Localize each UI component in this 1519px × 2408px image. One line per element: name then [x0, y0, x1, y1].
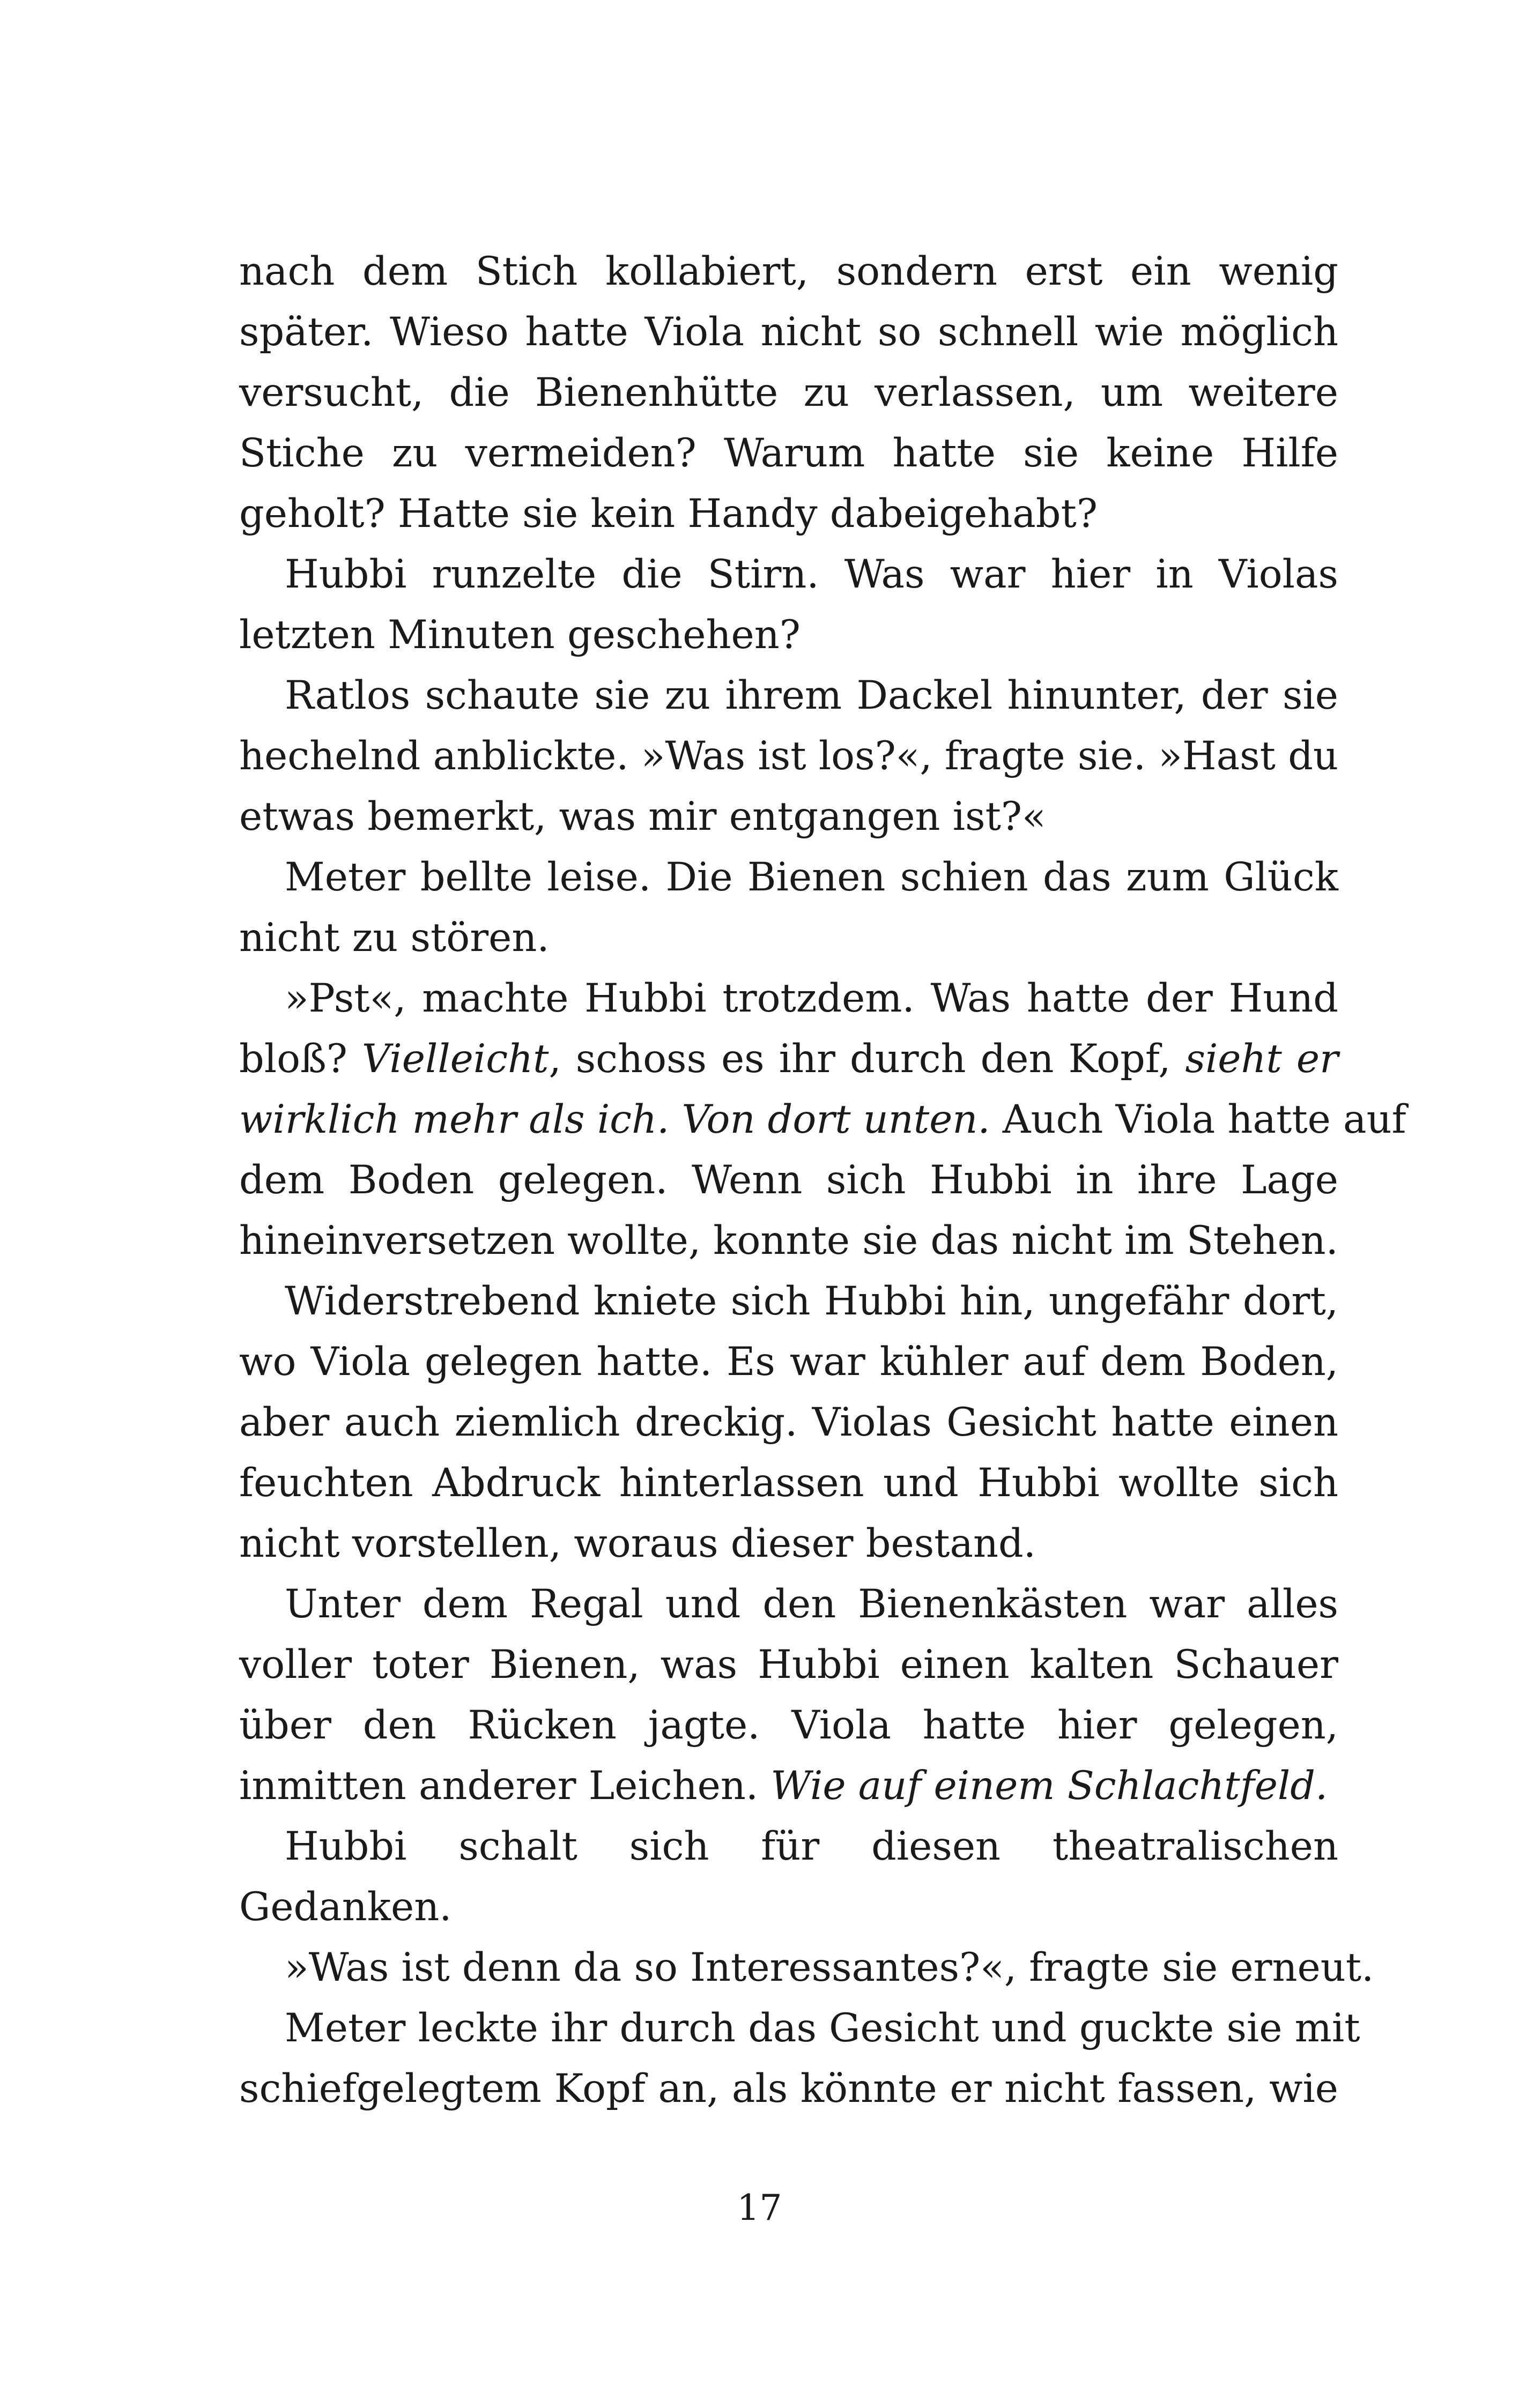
- text-line: [239, 1332, 1338, 1392]
- text-segment: hineinversetzen wollte, konnte sie das nicht im Stehen.: [239, 1218, 1338, 1264]
- text-segment: nach dem Stich kollabiert, sondern erst ein wenig: [239, 249, 1338, 294]
- text-segment: letzten Minuten geschehen?: [239, 612, 801, 658]
- text-segment: später. Wieso hatte Viola nicht so schnell wie möglich: [239, 309, 1338, 355]
- text-line: [239, 1695, 1338, 1756]
- text-line: [239, 362, 1338, 423]
- text-segment: »Pst«, machte Hubbi trotzdem. Was hatte der Hund: [285, 976, 1338, 1021]
- text-line: [239, 1816, 1338, 1877]
- text-segment: Stiche zu vermeiden? Warum hatte sie keine Hilfe: [239, 430, 1338, 476]
- text-line: [239, 1998, 1360, 2058]
- text-segment: Hubbi schalt sich für diesen theatralischen: [285, 1824, 1338, 1869]
- text-segment: Meter bellte leise. Die Bienen schien das zum Glück: [285, 854, 1338, 900]
- text-line: [239, 786, 1338, 847]
- text-segment: Unter dem Regal und den Bienenkästen war alles: [285, 1581, 1338, 1627]
- text-segment: »Was ist denn da so Interessantes?«, fragte sie erneut.: [285, 1945, 1374, 1990]
- text-segment: versucht, die Bienenhütte zu verlassen, um weitere: [239, 370, 1338, 415]
- text-segment: Hubbi runzelte die Stirn. Was war hier in Violas: [285, 552, 1338, 597]
- text-segment: voller toter Bienen, was Hubbi einen kalten Schauer: [239, 1642, 1338, 1688]
- text-segment: etwas bemerkt, was mir entgangen ist?«: [239, 794, 1046, 839]
- text-segment: hechelnd anblickte. »Was ist los?«, fragte sie. »Hast du: [239, 733, 1338, 779]
- text-segment: wo Viola gelegen hatte. Es war kühler auf dem Boden,: [239, 1339, 1338, 1385]
- text-line: [239, 1210, 1338, 1271]
- text-line: [239, 1634, 1338, 1695]
- text-line: [239, 2058, 1338, 2119]
- text-line: [239, 544, 1338, 605]
- italic-text: Wie auf einem Schlachtfeld.: [770, 1763, 1328, 1809]
- text-segment: bloß?: [239, 1036, 362, 1082]
- text-line: [239, 1574, 1338, 1634]
- text-segment: Auch Viola hatte auf: [990, 1097, 1406, 1142]
- text-line: [239, 484, 1338, 544]
- text-segment: Ratlos schaute sie zu ihrem Dackel hinunter, der sie: [285, 673, 1338, 718]
- text-line: [239, 605, 1338, 665]
- text-line: [239, 847, 1338, 908]
- italic-text: wirklich mehr als ich. Von dort unten.: [239, 1097, 990, 1142]
- text-segment: Meter leckte ihr durch das Gesicht und guckte sie mit: [285, 2005, 1360, 2051]
- page-number: 17: [737, 2187, 782, 2228]
- text-line: [239, 241, 1338, 302]
- text-line: [239, 1756, 1338, 1816]
- text-line: [239, 302, 1338, 362]
- text-segment: schiefgelegtem Kopf an, als könnte er nicht fassen, wie: [239, 2066, 1338, 2112]
- text-line: [239, 1150, 1338, 1210]
- text-line: [239, 968, 1338, 1029]
- text-segment: Gedanken.: [239, 1884, 452, 1930]
- text-segment: über den Rücken jagte. Viola hatte hier gelegen,: [239, 1703, 1338, 1748]
- text-line: [239, 1513, 1338, 1574]
- text-line: [239, 665, 1338, 726]
- text-line: [239, 1453, 1338, 1513]
- text-line: [239, 726, 1338, 786]
- text-segment: nicht vorstellen, woraus dieser bestand.: [239, 1521, 1036, 1566]
- text-line: [239, 1089, 1406, 1150]
- text-line: [239, 1271, 1338, 1332]
- italic-text: Vielleicht: [361, 1036, 549, 1082]
- text-segment: dem Boden gelegen. Wenn sich Hubbi in ihre Lage: [239, 1157, 1338, 1203]
- text-line: [239, 1392, 1338, 1453]
- text-segment: nicht zu stören.: [239, 915, 550, 961]
- text-segment: Widerstrebend kniete sich Hubbi hin, ungefähr dort,: [285, 1279, 1338, 1324]
- text-line: [239, 1937, 1374, 1998]
- text-segment: geholt? Hatte sie kein Handy dabeigehabt?: [239, 491, 1098, 537]
- text-line: [239, 1029, 1338, 1089]
- text-line: [239, 1877, 1338, 1937]
- text-segment: feuchten Abdruck hinterlassen und Hubbi wollte sich: [239, 1460, 1338, 1506]
- text-segment: aber auch ziemlich dreckig. Violas Gesicht hatte einen: [239, 1400, 1338, 1445]
- text-line: [239, 908, 1338, 968]
- text-line: [239, 423, 1338, 484]
- text-segment: inmitten anderer Leichen.: [239, 1763, 771, 1809]
- italic-text: sieht er: [1185, 1036, 1338, 1082]
- text-segment: , schoss es ihr durch den Kopf,: [549, 1036, 1185, 1082]
